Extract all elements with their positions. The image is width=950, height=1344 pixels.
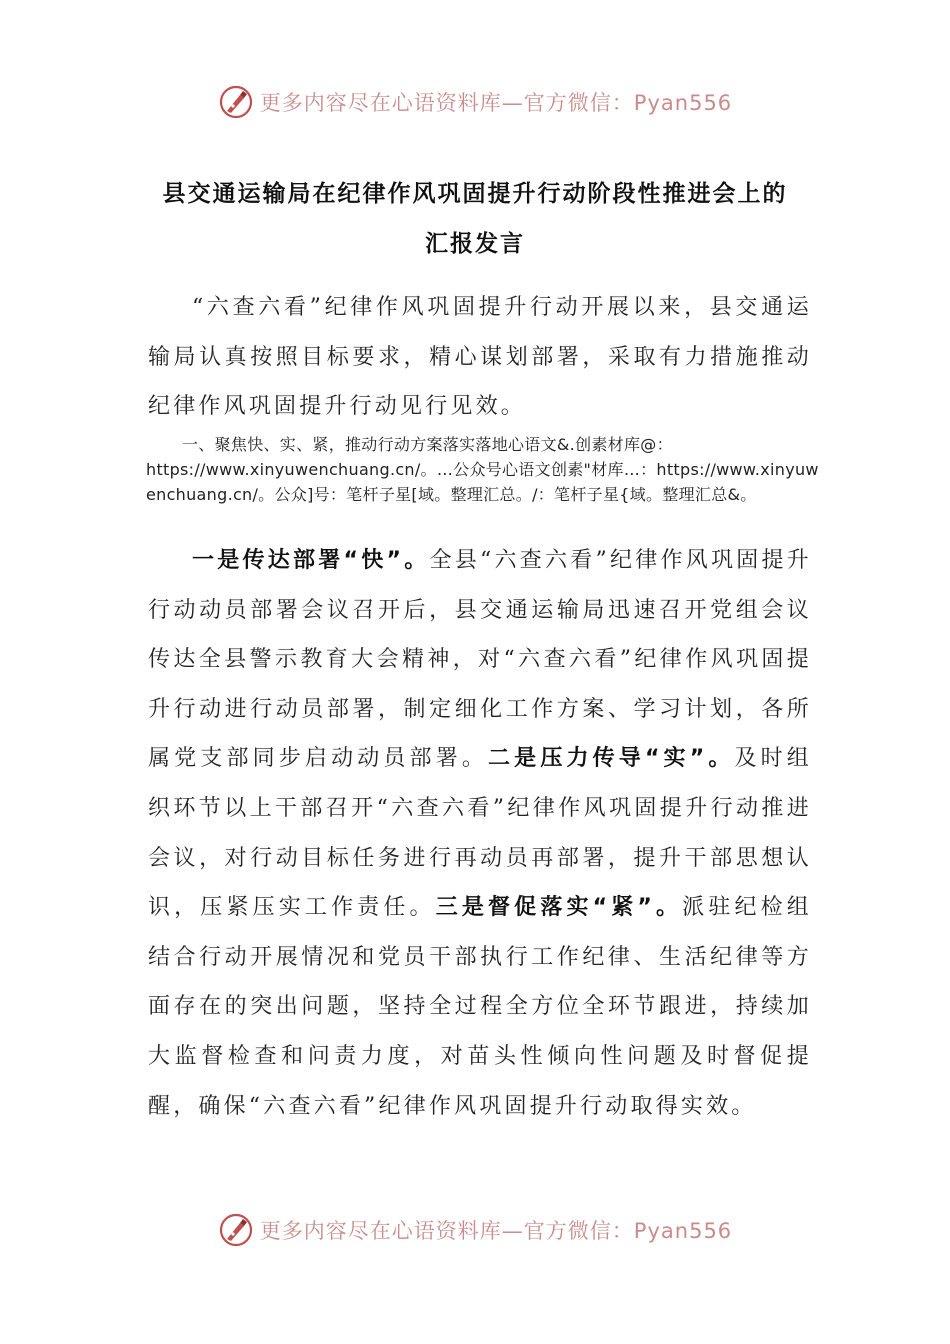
section-heading: 一、聚焦快、实、紧，推动行动方案落实落地心语文&.创素材库@： [182, 435, 673, 454]
point-2-text: 及时组织环节以上干部召开“六查六看”纪律作风巩固提升行动推进会议，对行动目标任务进行再动员再部署，提升干部思想认识，压紧压实工作责任。 [148, 746, 812, 921]
document-title-line-1: 县交通运输局在纪律作风巩固提升行动阶段性推进会上的 [162, 181, 788, 207]
pen-nib-logo-icon [218, 1212, 254, 1248]
pen-nib-logo-icon [218, 84, 254, 120]
point-2-heading: 二是压力传导“实”。 [488, 746, 735, 772]
body-paragraph [148, 536, 812, 1131]
point-3-text: 派驻纪检组结合行动开展情况和党员干部执行工作纪律、生活纪律等方面存在的突出问题，坚持全过程全方位全环节跟进，持续加大监督检查和问责力度，对苗头性倾向性问题及时督促提醒，确保“六查六看”纪律作风巩固提升行动取得实效。 [148, 895, 812, 1119]
watermark-text: 更多内容尽在心语资料库—官方微信：Pyan556 [259, 1219, 733, 1243]
header-watermark [0, 82, 950, 122]
watermark-text: 更多内容尽在心语资料库—官方微信：Pyan556 [259, 91, 733, 115]
point-1-heading: 一是传达部署“快”。 [192, 548, 430, 573]
intro-paragraph: “六查六看”纪律作风巩固提升行动开展以来，县交通运输局认真按照目标要求，精心谋划部署，采取有力措施推动纪律作风巩固提升行动见行见效。 [148, 295, 812, 420]
document-title-line-2: 汇报发言 [425, 231, 525, 257]
point-1-text: 全县“六查六看”纪律作风巩固提升行动动员部署会议召开后，县交通运输局迅速召开党组会议传达全县警示教育大会精神，对“六查六看”纪律作风巩固提升行动进行动员部署，制定细化工作方案、学习计划，各所属党支部同步启动动员部署。 [148, 548, 812, 772]
footer-watermark [0, 1210, 950, 1250]
point-3-heading: 三是督促落实“紧”。 [435, 895, 683, 921]
section-note-text: https://www.xinyuwenchuang.cn/。…公众号心语文创素"材库…：https://www.xinyuwenchuang.cn/。公众]号：笔杆子星[域。整理汇总。/：笔杆子星{域。整理汇总&。 [146, 460, 819, 504]
section-note [146, 432, 826, 507]
